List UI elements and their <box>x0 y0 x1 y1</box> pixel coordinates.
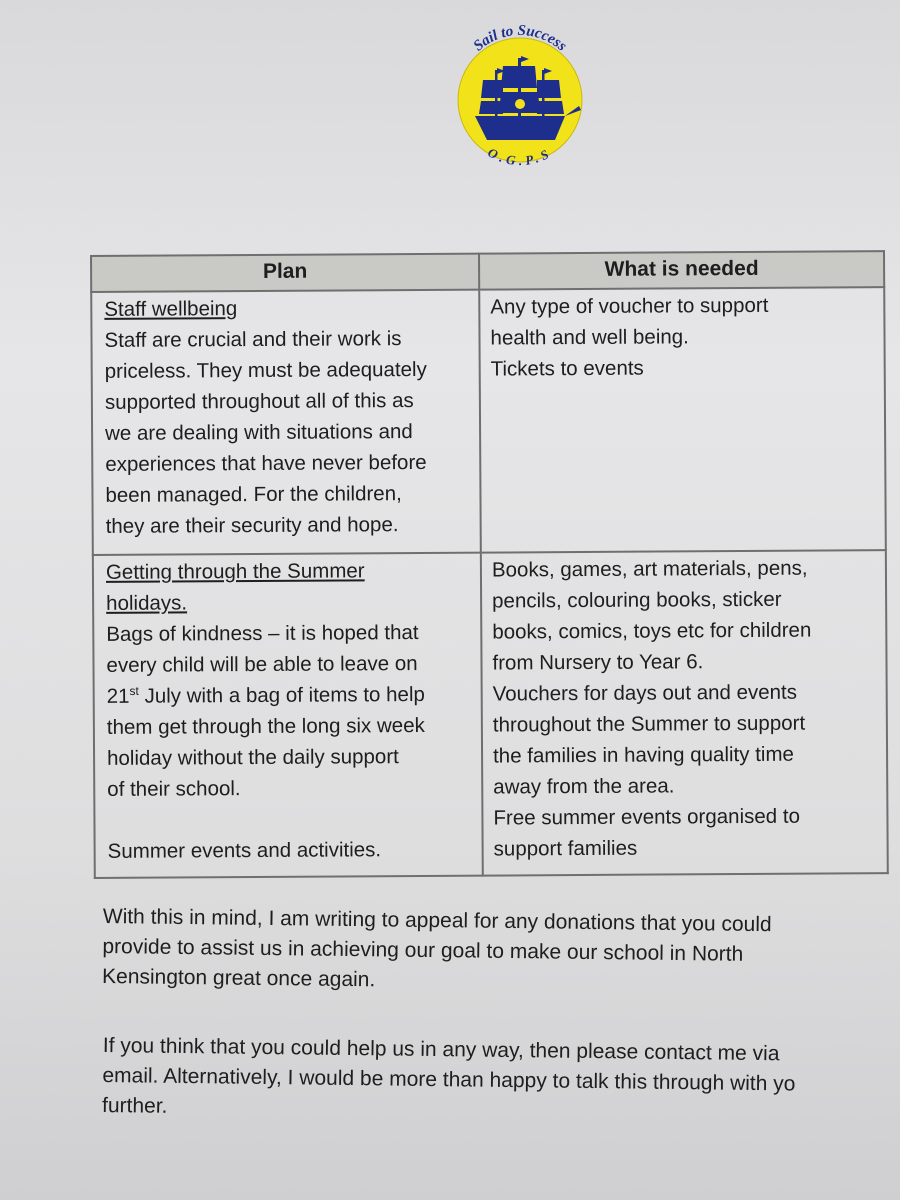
date-day: 21 <box>106 684 130 708</box>
needed-cell-summer-holidays <box>481 550 888 875</box>
needed-text-line: books, comics, toys etc for children <box>492 618 812 644</box>
table-row <box>91 287 886 555</box>
needed-text-line: health and well being. <box>490 325 689 350</box>
date-rest: July with a bag of items to help <box>138 682 425 708</box>
paragraph-line: further. <box>101 1093 168 1118</box>
plan-cell-staff-wellbeing <box>91 290 481 555</box>
header-what-is-needed: What is needed <box>479 251 884 289</box>
needed-text-line: Vouchers for days out and events <box>492 680 798 706</box>
school-logo <box>445 18 595 183</box>
plan-text-line: them get through the long six week <box>106 713 425 739</box>
needed-text-line: the families in having quality time <box>492 742 794 768</box>
plan-text-line: supported throughout all of this as <box>104 389 414 414</box>
plan-cell-summer-holidays <box>93 553 483 878</box>
spacer <box>107 803 471 836</box>
plan-heading: Staff wellbeing <box>104 297 238 321</box>
plan-heading: Getting through the Summer <box>105 559 365 584</box>
plan-text-line: Staff are crucial and their work is <box>104 327 402 352</box>
plan-text-line: experiences that have never before <box>105 450 427 476</box>
plan-text-line: priceless. They must be adequately <box>104 357 427 383</box>
needed-text-line: pencils, colouring books, sticker <box>492 587 782 613</box>
needed-text-line: Free summer events organised to <box>493 804 801 830</box>
paragraph-line: Kensington great once again. <box>101 964 376 992</box>
plan-text-line: holiday without the daily support <box>107 745 399 770</box>
contact-paragraph <box>102 1031 900 1131</box>
appeal-paragraph <box>102 902 900 1002</box>
paragraph-line: email. Alternatively, I would be more than happy to talk this through with yo <box>102 1063 796 1096</box>
plan-heading: holidays. <box>106 591 188 615</box>
needed-text-line: from Nursery to Year 6. <box>492 650 704 675</box>
plan-text-line: been managed. For the children, <box>105 482 402 507</box>
needed-text-line: throughout the Summer to support <box>492 711 806 737</box>
needed-text-line: Any type of voucher to support <box>490 293 769 319</box>
plan-text-line: every child will be able to leave on <box>106 652 418 677</box>
needed-text-line: support families <box>493 836 638 861</box>
logo-initials: O.G.P.S <box>485 144 555 169</box>
plan-text-line: of their school. <box>107 777 241 801</box>
paragraph-line: If you think that you could help us in any way, then please contact me via <box>102 1033 780 1066</box>
plan-text-line: we are dealing with situations and <box>105 420 413 445</box>
needed-text-line: Tickets to events <box>490 356 644 381</box>
needed-text-line: Books, games, art materials, pens, <box>491 556 808 582</box>
plan-text-line-date <box>107 679 471 712</box>
paragraph-line: With this in mind, I am writing to appeal for any donations that you could <box>102 904 772 937</box>
date-suffix: st <box>129 683 139 698</box>
needed-cell-staff-wellbeing <box>479 287 886 552</box>
paragraph-line: provide to assist us in achieving our goal to make our school in North <box>102 934 744 966</box>
plan-table <box>90 250 889 879</box>
plan-text-line: Bags of kindness – it is hoped that <box>106 621 419 646</box>
table-header-row <box>91 251 884 292</box>
plan-table-wrapper <box>90 250 889 879</box>
table-row <box>93 550 888 878</box>
needed-text-line: away from the area. <box>493 774 675 799</box>
plan-text-line: they are their security and hope. <box>105 513 399 538</box>
header-plan: Plan <box>91 254 479 292</box>
logo-motto: Sail to Success <box>470 22 570 55</box>
plan-footer-line: Summer events and activities. <box>107 838 382 863</box>
